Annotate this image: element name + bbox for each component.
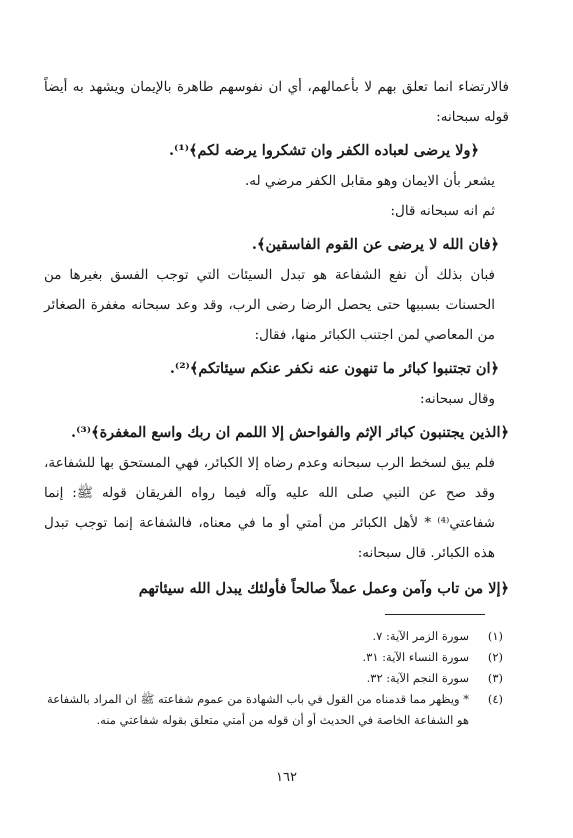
verse-4: ﴿الذين يجتنبون كبائر الإثم والفواحش إلا اللمم ان ربك واسع المغفرة﴾⁽³⁾.: [71, 424, 509, 441]
verse-5: ﴿إلا من تاب وآمن وعمل عملاً صالحاً فأولئك يبدل الله سيئاتهم: [138, 580, 509, 597]
footnote-number: (١): [487, 629, 503, 643]
footnote-number: (٣): [487, 671, 503, 685]
footnote-item: [44, 668, 503, 689]
footnote-text: سورة النساء الآية: ٣١.: [362, 650, 469, 664]
footnote-text: سورة النجم الآية: ٣٢.: [366, 671, 469, 685]
footnote-item: [44, 626, 503, 647]
footnote-number: (٤): [487, 692, 503, 706]
footnote-number: (٢): [487, 650, 503, 664]
main-text: [44, 72, 509, 604]
verse-1: ﴿ولا يرضى لعباده الكفر وان تشكروا يرضه لكم﴾⁽¹⁾.: [168, 142, 479, 159]
paragraph-4: فبان بذلك أن نفع الشفاعة هو تبدل السيئات التي توجب الفسق بغيرها من الحسنات بسببها حتى يحصل الرضا رضى الرب، وقد وعد سبحانه مغفرة الصغائر من المعاصي لمن اجتنب الكبائر منها، فقال:: [44, 267, 495, 343]
footnote-item: [44, 689, 503, 731]
footnotes: [44, 626, 503, 731]
paragraph-2: يشعر بأن الايمان وهو مقابل الكفر مرضي له.: [244, 173, 495, 189]
verse-3: ﴿ان تجتنبوا كبائر ما تنهون عنه نكفر عنكم سيئاتكم﴾⁽²⁾.: [169, 360, 499, 377]
footnote-text: * ويظهر مما قدمناه من القول في باب الشهادة من عموم شفاعته ﷺ ان المراد بالشفاعة هو الشفاعة الخاصة في الحديث أو أن قوله من أمتي متعلق بقوله شفاعتي منه.: [47, 692, 469, 727]
footnote-divider: [385, 614, 485, 615]
footnote-text: سورة الزمر الآية: ٧.: [372, 629, 469, 643]
paragraph-3: ثم انه سبحانه قال:: [390, 203, 495, 219]
paragraph-6: فلم يبق لسخط الرب سبحانه وعدم رضاه إلا الكبائر، فهي المستحق بها للشفاعة، وقد صح عن النبي صلى الله عليه وآله فيما رواه الفريقان قوله ﷺ: إنما شفاعتي⁽⁴⁾ * لأهل الكبائر من أمتي أو ما في معناه، فالشفاعة إنما توجب تبدل هذه الكبائر. قال سبحانه:: [44, 455, 495, 561]
footnote-item: [44, 647, 503, 668]
paragraph-5: وقال سبحانه:: [420, 391, 495, 407]
verse-2: ﴿فان الله لا يرضى عن القوم الفاسقين﴾.: [251, 236, 499, 253]
paragraph-1: فالارتضاء انما تعلق بهم لا بأعمالهم، أي ان نفوسهم طاهرة بالإيمان ويشهد به أيضاً قوله سبحانه:: [44, 79, 509, 125]
page-number: ١٦٢: [276, 770, 297, 785]
